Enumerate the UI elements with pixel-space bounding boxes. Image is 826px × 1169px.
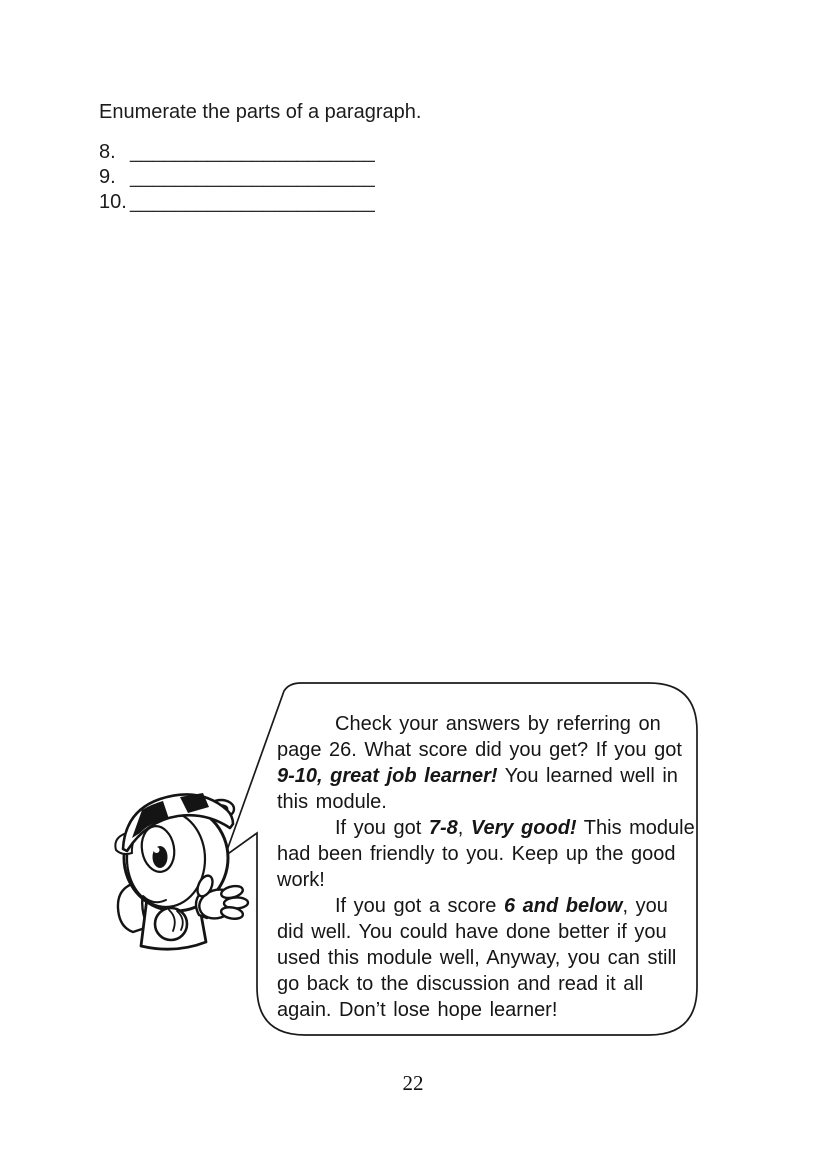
bubble-text-segment: go back to the discussion and read it all bbox=[277, 973, 644, 995]
bubble-emphasis-text: 7-8 bbox=[428, 817, 458, 839]
bubble-text-segment: , bbox=[457, 817, 471, 839]
bubble-text-line bbox=[277, 867, 697, 893]
bubble-text-segment: This module bbox=[576, 817, 695, 839]
bubble-text-line bbox=[277, 893, 697, 919]
item-number: 10. bbox=[99, 191, 127, 213]
bubble-text-line bbox=[277, 815, 697, 841]
bubble-text-segment: used this module well, Anyway, you can still bbox=[277, 947, 677, 969]
bubble-emphasis-text: Very good! bbox=[470, 817, 577, 839]
bubble-text-line bbox=[277, 971, 697, 997]
bubble-text-segment: had been friendly to you. Keep up the good bbox=[277, 843, 676, 865]
bubble-emphasis-text: 9-10, great job learner! bbox=[277, 765, 498, 787]
bubble-text-line bbox=[277, 711, 697, 737]
bubble-text-line bbox=[277, 945, 697, 971]
mascot-character bbox=[115, 793, 248, 949]
bubble-text-segment: did well. You could have done better if you bbox=[277, 921, 667, 943]
bubble-text-line bbox=[277, 997, 697, 1023]
bubble-text-segment: You learned well in bbox=[497, 765, 678, 787]
bubble-text-segment: work! bbox=[277, 869, 325, 891]
bubble-text-segment: this module. bbox=[277, 791, 387, 813]
bubble-text-line bbox=[277, 737, 697, 763]
speech-bubble-text bbox=[277, 711, 697, 1023]
item-number: 8. bbox=[99, 141, 116, 163]
bubble-text-segment: If you got bbox=[335, 817, 429, 839]
bubble-text-line bbox=[277, 919, 697, 945]
exercise-prompt: Enumerate the parts of a paragraph. bbox=[99, 101, 422, 123]
answer-blank-line: ______________________ bbox=[130, 191, 375, 213]
answer-blank-line: ______________________ bbox=[130, 141, 375, 163]
bubble-emphasis-text: 6 and below bbox=[503, 895, 623, 917]
bubble-text-line bbox=[277, 763, 697, 789]
bubble-text-segment: Check your answers by referring on bbox=[335, 713, 661, 735]
mascot-left-hand bbox=[155, 908, 187, 940]
bubble-text-line bbox=[277, 789, 697, 815]
answer-blank-line: ______________________ bbox=[130, 166, 375, 188]
bubble-text-segment: again. Don’t lose hope learner! bbox=[277, 999, 558, 1021]
bubble-text-segment: , you bbox=[622, 895, 668, 917]
page-number: 22 bbox=[402, 1071, 424, 1095]
bubble-text-segment: page 26. What score did you get? If you got bbox=[277, 739, 682, 761]
bubble-text-segment: If you got a score bbox=[335, 895, 504, 917]
bubble-text-line bbox=[277, 841, 697, 867]
item-number: 9. bbox=[99, 166, 116, 188]
